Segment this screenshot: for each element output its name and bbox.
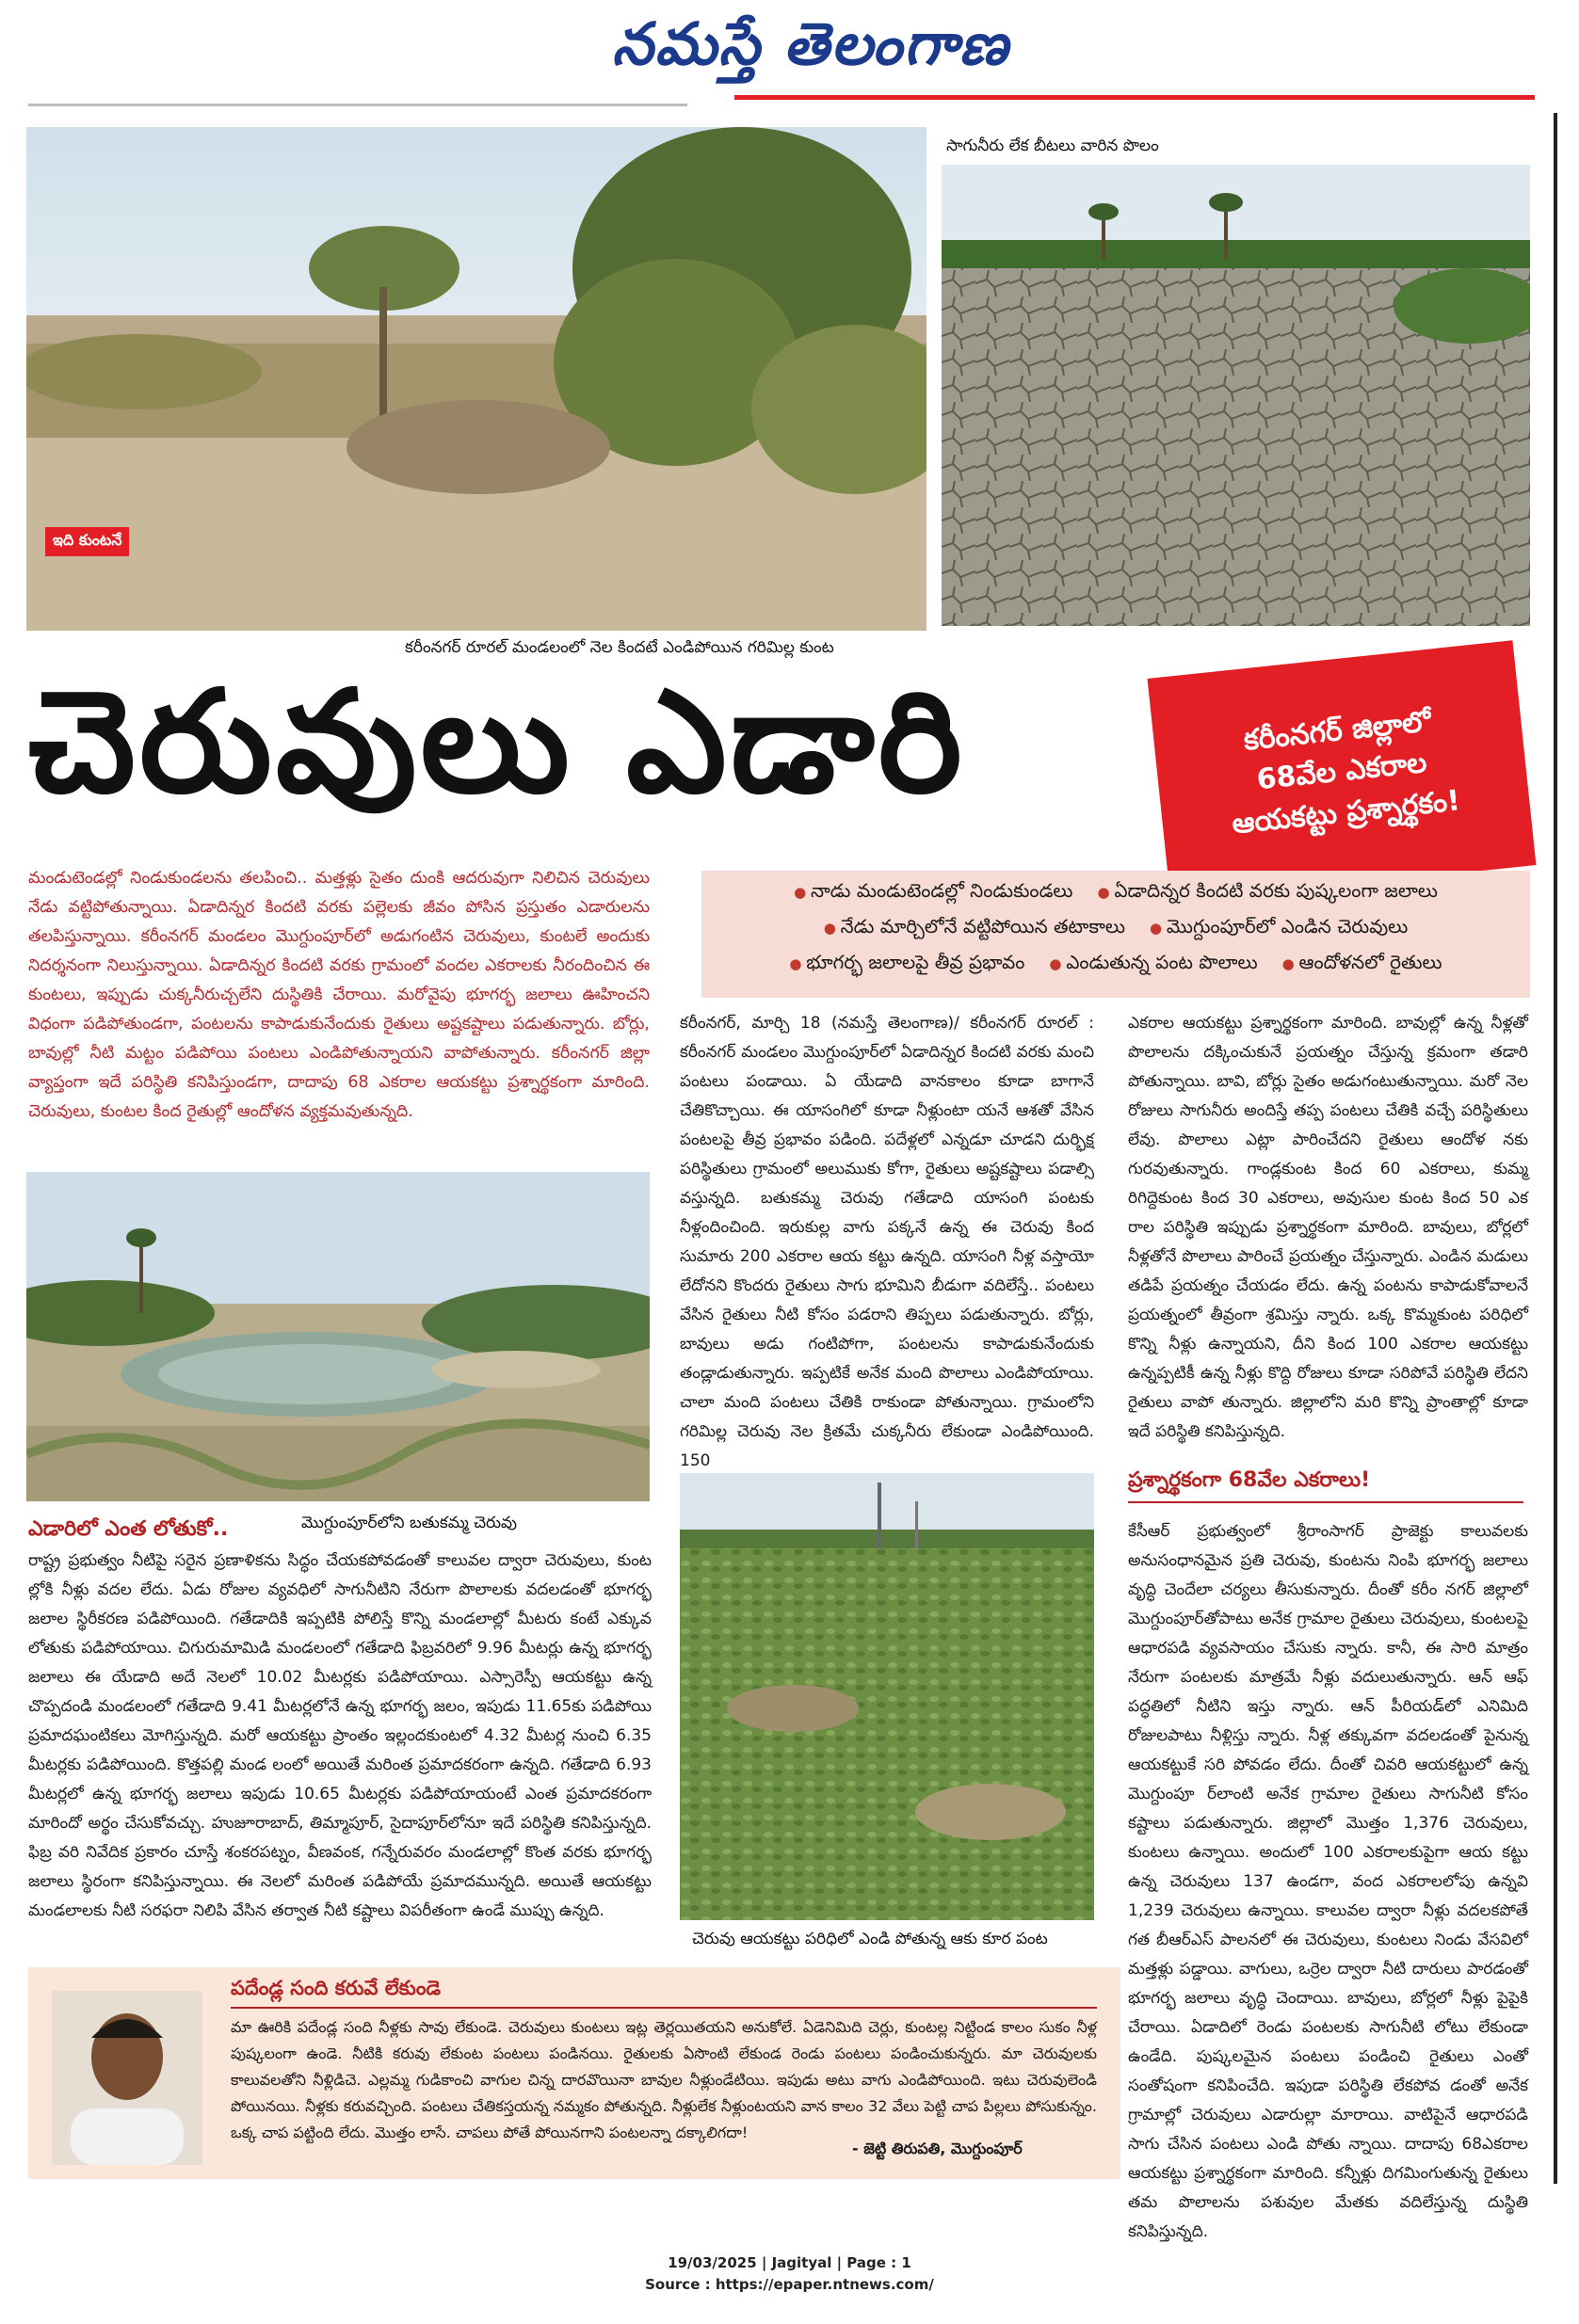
highlight-item: ● ఎండుతున్న పంట పొలాలు: [1049, 951, 1257, 978]
cracked-field-image: [942, 165, 1530, 626]
dry-pond-image: [26, 127, 926, 631]
highlight-line-3: ఆయకట్టు ప్రశ్నార్థకం!: [1230, 783, 1462, 841]
highlight-line-2: 68వేల ఎకరాల: [1255, 745, 1428, 797]
quote-heading-underline: [231, 2007, 1097, 2009]
quote-text: మా ఊరికి పదేండ్ల సంది నీళ్లకు సావు లేకుండె. చెరువులు కుంటలు ఇట్ల తెర్లయితయని అనుకోలే. ఏడెనిమిది చెర్లు, కుంటల్ల నిట్టిండ కాలం సుకం నీళ్ల పుష్కలంగా ఉండె. నీటికి కరువు లేకుంట పంటలు పండినయి. రైతులకు ఏసొంటి లేకుండ రెండు పంటలు పండించుకున్నరు. మా చెరువులకు కాలువలతోని నీళ్లిడిచె. ఎల్లమ్మ గుడికాంచి వాగుల చిన్న దారవొయినా బావుల నీళ్లుండేటియి. ఇపుడు అటు వాగు ఎండిపోయింది. ఇటు చెరువులెండి పోయినయి. నీళ్లకు కరువచ్చింది. పంటలు చేతికస్తయన్న నమ్మకం పోతున్నది. నీళ్లులేక నీళ్లుంటయని వాన కాలం 32 వేలు పెట్టి చాప పిల్లలు పోసుకున్నం. ఒక్క చాప పట్టింది లేదు. మొత్తం లాసే. చాపలు పోతే పోయినగాని పంటలన్నా దక్కాలిగదా!: [231, 2018, 1097, 2141]
highlight-box: [1148, 640, 1537, 903]
photo-caption-bathukamma-pond: మొగ్దుంపూర్‌లోని బతుకమ్మ చెరువు: [301, 1514, 517, 1532]
photo-caption-dry-pond: కరీంనగర్ రూరల్ మండలంలో నెల కిందటే ఎండిపోయిన గరిమిల్ల కుంట: [405, 638, 834, 657]
highlight-item: ● నేడు మార్చిలోనే వట్టిపోయిన తటాకాలు: [824, 915, 1125, 942]
highlights-row-2: [701, 915, 1530, 942]
farmer-photo: [52, 1991, 202, 2165]
footer-source: Source : https://epaper.ntnews.com/: [645, 2276, 934, 2293]
highlights-row-1: [701, 879, 1530, 906]
photo-greens-field: [680, 1473, 1094, 1920]
highlight-item: ● భూగర్భ జలాలపై తీవ్ర ప్రభావం: [789, 951, 1024, 978]
page-right-border: [1554, 113, 1557, 2184]
photo-caption-cracked-field: సాగునీరు లేక బీటలు వారిన పొలం: [946, 136, 1159, 155]
highlight-item: ● మొగ్దుంపూర్‌లో ఎండిన చెరువులు: [1150, 915, 1408, 942]
photo-caption-greens-field: చెరువు ఆయకట్టు పరిధిలో ఎండి పోతున్న ఆకు కూర పంట: [692, 1930, 1048, 1948]
quote-heading: పదేండ్ల సంది కరువే లేకుండె: [231, 1977, 442, 1999]
farmer-portrait-image: [52, 1991, 202, 2165]
article-column-3: ఎకరాల ఆయకట్టు ప్రశ్నార్థకంగా మారింది. బావుల్లో ఉన్న నీళ్లతో పొలాలను దక్కించుకునే ప్రయత్నం చేస్తున్న క్రమంగా తడారి పోతున్నాయి. బావి, బోర్లు సైతం అడుగంటుతున్నాయి. మరో నెల రోజులు సాగునీరు అందిస్తే తప్ప పంటలు చేతికి వచ్చే పరిస్థితులు లేవు. పొలాలు ఎట్లా పారించేదని రైతులు ఆందోళ నకు గురవుతున్నారు. గాండ్లకుంట కింద 60 ఎకరాలు, కుమ్మ రిగిద్దెకుంట కింద 30 ఎకరాలు, అవుసుల కుంట కింద 50 ఎక రాల పరిస్థితి ఇప్పుడు ప్రశ్నార్థకంగా మారింది. బావులు, బోర్లలో నీళ్లతోనే పొలాలు పారించే ప్రయత్నం చేస్తున్నారు. ఎండిన మడులు తడిపే ప్రయత్నం చేయడం లేదు. ఉన్న పంటను కాపాడుకోవాలనే ప్రయత్నంలో తీవ్రంగా శ్రమిస్తు న్నారు. ఒక్క కొమ్మకుంట పరిధిలో కొన్ని నీళ్లు ఉన్నాయని, దీని కింద 100 ఎకరాల ఆయకట్టు ఉన్నప్పటికీ ఉన్న నీళ్లు కొద్ది రోజులు కూడా సరిపోవే పరిస్థితి లేదని రైతులు వాపో తున్నారు. జిల్లాలోని మరి కొన్ని ప్రాంతాల్లో కూడా ఇదే పరిస్థితి కనిపిస్తున్నది.: [1128, 1014, 1528, 1441]
photo-dry-pond: [26, 127, 926, 631]
main-headline: చెరువులు ఎడారి: [28, 659, 966, 825]
highlights-band: [701, 871, 1530, 998]
subhead-left: ఎడారిలో ఎంత లోతుకో..: [28, 1517, 229, 1541]
subhead-right-underline: [1128, 1501, 1523, 1503]
masthead-logo: నమస్తే తెలంగాణ: [612, 9, 1010, 78]
masthead-rule-grey: [28, 104, 687, 106]
photo-tag: ఇది కుంటనే: [45, 527, 129, 556]
greens-field-image: [680, 1473, 1094, 1920]
highlight-item: ● ఆందోళనలో రైతులు: [1282, 951, 1442, 978]
photo-bathukamma-pond: [26, 1172, 650, 1501]
footer-date-edition: 19/03/2025 | Jagityal | Page : 1: [668, 2254, 911, 2271]
masthead-rule-red: [734, 95, 1535, 100]
article-column-4: కేసీఆర్ ప్రభుత్వంలో శ్రీరాంసాగర్ ప్రాజెక్టు కాలువలకు అనుసంధానమైన ప్రతి చెరువు, కుంటను నింపి భూగర్భ జలాలు వృద్ధి చెందేలా చర్యలు తీసుకున్నారు. దీంతో కరీం నగర్ జిల్లాలో మొగ్దుంపూర్‌తోపాటు అనేక గ్రామాల రైతులు చెరువులు, కుంటలపై ఆధారపడి వ్యవసాయం చేసుకు న్నారు. కానీ, ఈ సారి మాత్రం నేరుగా పంటలకు మాత్రమే నీళ్లు వదులుతున్నారు. ఆన్ ఆఫ్ పద్ధతిలో నీటిని ఇస్తు న్నారు. ఆన్ పీరియడ్‌లో ఎనిమిది రోజులపాటు నీళ్లిస్తు న్నారు. నీళ్ల తక్కువగా వదలడంతో పైనున్న ఆయకట్టుకే సరి పోవడం లేదు. దీంతో చివరి ఆయకట్టులో ఉన్న మొగ్దుంపూ ర్‌లాంటి అనేక గ్రామాల రైతులు సాగునీటి కోసం కష్టాలు పడుతున్నారు. జిల్లాలో మొత్తం 1,376 చెరువులు, కుంటలు ఉన్నాయి. అందులో 100 ఎకరాలకుపైగా ఆయ కట్టు ఉన్న చెరువులు 137 ఉండగా, వంద ఎకరాలలోపు ఉన్నవి 1,239 చెరువులు ఉన్నాయి. కాలువల ద్వారా నీళ్లు వదలకపోతే గత బీఆర్ఎస్ పాలనలో ఈ చెరువులు, కుంటలు నిండు వేసవిలో మత్తళ్లు పడ్డాయి. వాగులు, ఒర్రెల ద్వారా నీటి దారులు పారడంతో భూగర్భ జలాలు వృద్ధి చెందాయి. బావులు, బోర్లలో నీళ్లు పైపైకి చేరాయి. ఏడాదిలో రెండు పంటలకు సాగునీటి లోటు లేకుండా ఉండేది. పుష్కలమైన పంటలు పండించి రైతులు ఎంతో సంతోషంగా కనిపించేది. ఇపుడా పరిస్థితి లేకపోవ డంతో అనేక గ్రామాల్లో చెరువులు ఎడారుల్లా మారాయి. వాటిపైనే ఆధారపడి సాగు చేసిన పంటలు ఎండి పోతు న్నాయి. దాదాపు 68ఎకరాల ఆయకట్టు ప్రశ్నార్థకంగా మారింది. కన్నీళ్లు దిగమింగుతున్న రైతులు తమ పొలాలను పశువుల మేతకు వదిలేస్తున్న దుస్థితి కనిపిస్తున్నది.: [1128, 1522, 1528, 2241]
lead-paragraph: మండుటెండల్లో నిండుకుండలను తలపించి.. మత్తళ్లు సైతం దుంకి ఆదరువుగా నిలిచిన చెరువులు నేడు వట్టిపోతున్నాయి. ఏడాదిన్నర కిందటి వరకు పల్లెలకు జీవం పోసిన ప్రస్తుతం ఎడారులను తలపిస్తున్నాయి. కరీంనగర్ మండలం మొగ్దుంపూర్‌లో అడుగంటిన చెరువులు, కుంటలే అందుకు నిదర్శనంగా నిలుస్తున్నాయి. ఏడాదిన్నర కిందటి వరకు గ్రామంలో వందల ఎకరాలకు నీరందించిన ఈ కుంటలు, ఇప్పుడు చుక్కనీరుచ్చలేని దుస్థితికి చేరాయి. మరోవైపు భూగర్భ జలాలు ఊహించని విధంగా పడిపోతుండగా, పంటలను కాపాడుకునేందుకు రైతులు అష్టకష్టాలు పడుతున్నారు. బోర్లు, బావుల్లో నీటి మట్టం పడిపోయి పంటలు ఎండిపోతున్నాయని వాపోతున్నారు. కరీంనగర్ జిల్లా వ్యాప్తంగా ఇదే పరిస్థితి కనిపిస్తుండగా, దాదాపు 68 ఎకరాల ఆయకట్టు ప్రశ్నార్థకంగా మారింది. చెరువులు, కుంటల కింద రైతుల్లో ఆందోళన వ్యక్తమవుతున్నది.: [28, 869, 650, 1121]
quote-attribution: - జెట్టి తిరుపతి, మొగ్దుంపూర్: [852, 2140, 1023, 2157]
pond-image: [26, 1172, 650, 1501]
photo-cracked-field: [942, 165, 1530, 626]
highlight-line-1: కరీంనగర్ జిల్లాలో: [1242, 704, 1433, 758]
highlights-row-3: [701, 951, 1530, 978]
article-column-2: కరీంనగర్, మార్చి 18 (నమస్తే తెలంగాణ)/ కరీంనగర్ రూరల్ : కరీంనగర్ మండలం మొగ్దుంపూర్‌లో ఏడాదిన్నర కిందటి వరకు మంచి పంటలు పండాయి. ఏ యేడాది వానకాలం కూడా బాగానే చేతికొచ్చాయి. ఈ యాసంగిలో కూడా నీళ్లుంటా యనే ఆశతో వేసిన పంటలపై తీవ్ర ప్రభావం పడింది. పదేళ్లలో ఎన్నడూ చూడని దుర్భిక్ష పరిస్థితులు గ్రామంలో అలుముకు కోగా, రైతులు అష్టకష్టాలు పడాల్సి వస్తున్నది. బతుకమ్మ చెరువు గతేడాది యాసంగి పంటకు నీళ్లందించింది. ఇరుకుల్ల వాగు పక్కనే ఉన్న ఈ చెరువు కింద సుమారు 200 ఎకరాల ఆయ కట్టు ఉన్నది. యాసంగి నీళ్ల వస్తాయో లేదోనని కొందరు రైతులు సాగు భూమిని బీడుగా వదిలేస్తే.. పంటలు వేసిన రైతులు నీటి కోసం పడరాని తిప్పలు పడుతున్నారు. బోర్లు, బావులు అడు గంటిపోగా, పంటలను కాపాడుకునేందుకు తండ్లాడుతున్నారు. ఇప్పటికే అనేక మంది పొలాలు ఎండిపోయాయి. చాలా మంది పంటలు చేతికి రాకుండా పోతున్నాయి. గ్రామంలోని గరిమిల్ల చెరువు నెల క్రితమే చుక్కనీరు లేకుండా ఎండిపోయింది. 150: [680, 1014, 1094, 1470]
highlight-item: ● నాడు మండుటెండల్లో నిండుకుండలు: [794, 879, 1072, 906]
highlight-item: ● ఏడాదిన్నర కిందటి వరకు పుష్కలంగా జలాలు: [1097, 879, 1437, 906]
subhead-right: ప్రశ్నార్థకంగా 68వేల ఎకరాలు!: [1128, 1468, 1371, 1492]
article-column-1-lower: రాష్ట్ర ప్రభుత్వం నీటిపై సరైన ప్రణాళికను సిద్ధం చేయకపోవడంతో కాలువల ద్వారా చెరువులు, కుంట ల్లోకి నీళ్లు వదల లేదు. ఏడు రోజుల వ్యవధిలో సాగునీటిని నేరుగా పొలాలకు వదలడంతో భూగర్భ జలాల స్థిరీకరణ పడిపోయింది. గతేడాదికి ఇప్పటికి పోలిస్తే కొన్ని మండలాల్లో మీటరు కంటే ఎక్కువ లోతుకు పడిపోయాయి. చిగురుమామిడి మండలంలో గతేడాది ఫిబ్రవరిలో 9.96 మీటర్లు ఉన్న భూగర్భ జలాలు ఈ యేడాది అదే నెలలో 10.02 మీటర్లకు పడిపోయాయి. ఎస్సారెస్పీ ఆయకట్టు ఉన్న చొప్పదండి మండలంలో గతేడాది 9.41 మీటర్లలోనే ఉన్న భూగర్భ జలం, ఇపుడు 11.65కు పడిపోయి ప్రమాదఘంటికలు మోగిస్తున్నది. మరో ఆయకట్టు ప్రాంతం ఇల్లందకుంటలో 4.32 మీటర్ల నుంచి 6.35 మీటర్లకు పడిపోయింది. కొత్తపల్లి మండ లంలో అయితే మరింత ప్రమాదకరంగా ఉన్నది. గతేడాది 6.93 మీటర్లలో ఉన్న భూగర్భ జలాలు ఇపుడు 10.65 మీటర్లకు పడిపోయాయంటే ఎంత ప్రమాదకరంగా మారిందో అర్థం చేసుకోవచ్చు. హుజూరాబాద్, తిమ్మాపూర్, సైదాపూర్‌లోనూ ఇదే పరిస్థితి కనిపిస్తున్నది. ఫిబ్ర వరి నివేదిక ప్రకారం చూస్తే శంకరపట్నం, వీణవంక, గన్నేరువరం మండలాల్లో కొంత వరకు భూగర్భ జలాలు స్థిరంగా కనిపిస్తున్నాయి. ఈ నెలలో మరింత పడిపోయే ప్రమాదమున్నది. అయితే ఆయకట్టు మండలాలకు నీటి సరఫరా నిలిపి వేసిన తర్వాత నీటి కష్టాలు విపరీతంగా ఉండే ముప్పు ఉన్నది.: [28, 1551, 652, 1920]
